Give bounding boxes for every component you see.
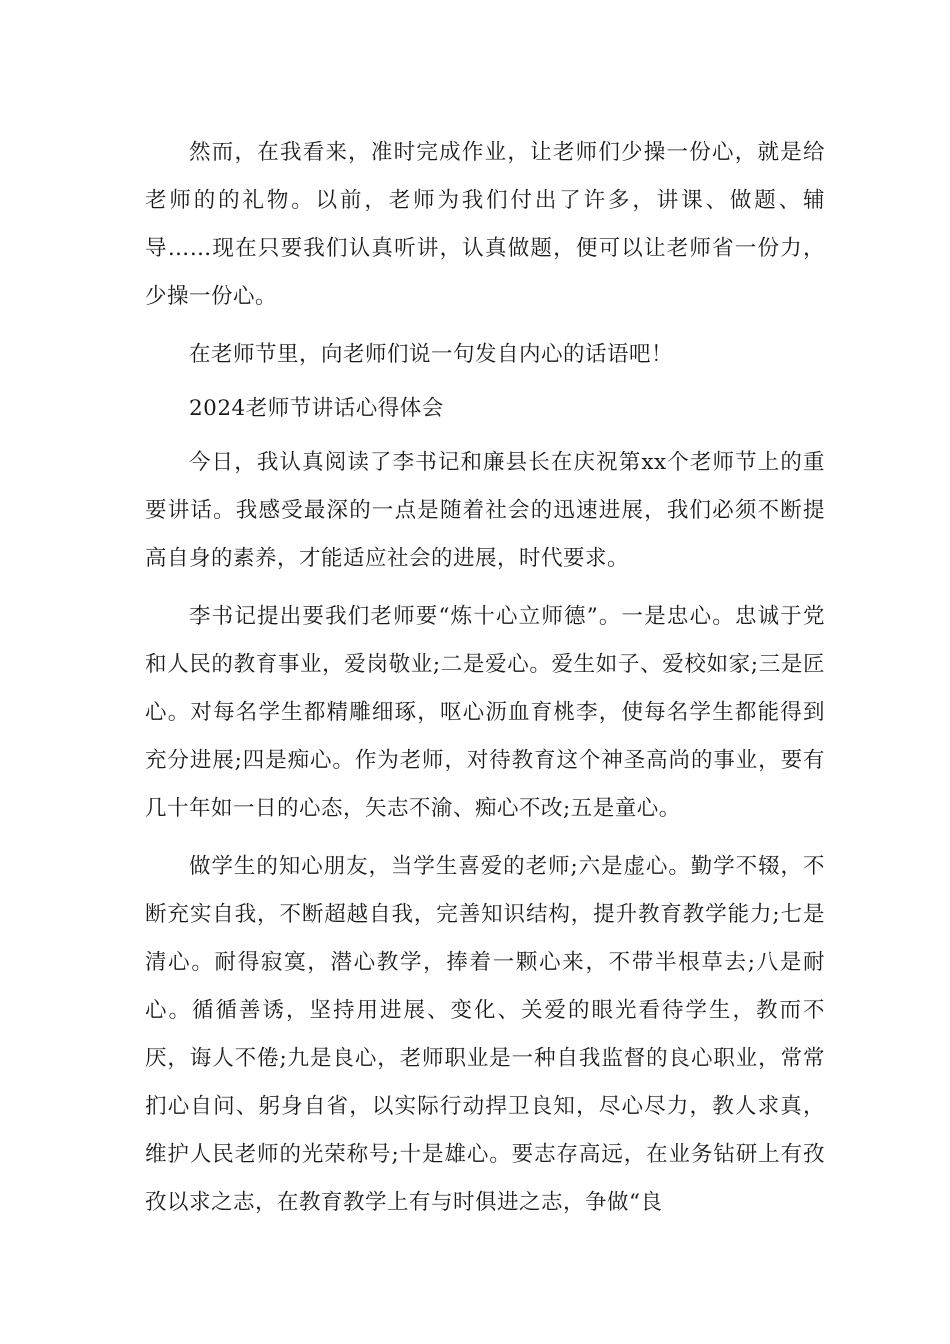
- paragraph-1: 然而，在我看来，准时完成作业，让老师们少操一份心，就是给老师的的礼物。以前，老师为我们付出了许多，讲课、做题、辅导……现在只要我们认真听讲，认真做题，便可以让老师省一份力，少操一份心。: [145, 140, 825, 309]
- paragraph-3: 今日，我认真阅读了李书记和廉县长在庆祝第xx个老师节上的重要讲话。我感受最深的一点是随着社会的迅速进展，我们必须不断提高自身的素养，才能适应社会的进展，时代要求。: [145, 450, 825, 571]
- paragraph-2: 在老师节里，向老师们说一句发自内心的话语吧！: [189, 342, 674, 367]
- paragraph-4: 李书记提出要我们老师要“炼十心立师德”。一是忠心。忠诚于党和人民的教育事业，爱岗敬业;二是爱心。爱生如子、爱校如家;三是匠心。对每名学生都精雕细琢，呕心沥血育桃李，使每名学生都能得到充分进展;四是痴心。作为老师，对待教育这个神圣高尚的事业，要有几十年如一日的心态，矢志不渝、痴心不改;五是童心。: [145, 604, 825, 821]
- section-heading: 2024老师节讲话心得体会: [189, 396, 444, 421]
- paragraph-5: 做学生的知心朋友，当学生喜爱的老师;六是虚心。勤学不辍，不断充实自我，不断超越自我，完善知识结构，提升教育教学能力;七是清心。耐得寂寞，潜心教学，捧着一颗心来，不带半根草去;八是耐心。循循善诱，坚持用进展、变化、关爱的眼光看待学生，教而不厌，诲人不倦;九是良心，老师职业是一种自我监督的良心职业，常常扪心自问、躬身自省，以实际行动捍卫良知，尽心尽力，教人求真，维护人民老师的光荣称号;十是雄心。要志存高远，在业务钻研上有孜孜以求之志，在教育教学上有与时俱进之志，争做“良: [145, 854, 825, 1215]
- document-body: [145, 129, 825, 1237]
